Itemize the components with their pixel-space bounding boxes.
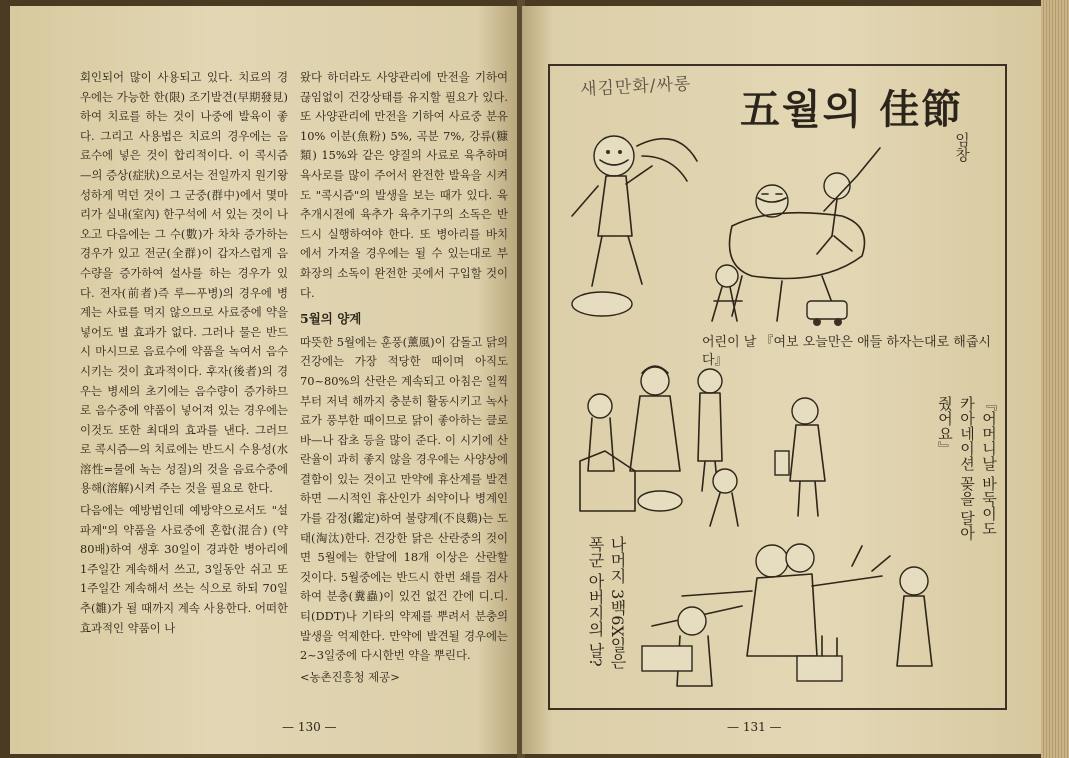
left-page bbox=[10, 6, 518, 754]
page-edges bbox=[1041, 0, 1069, 758]
paragraph: 따뜻한 5월에는 훈풍(薰風)이 감돌고 닭의 건강에는 가장 적당한 때이며 아직도 70~80%의 산란은 계속되고 아침은 일찍부터 저녁 해까지 충분히 활동시키고 녹사료가 풍부한 때이므로 닭이 좋아하는 클로바—나 잡초 등을 많이 준다. 이 시기에 산란율이 과히 좋지 않을 경우에는 사양상에 결함이 있는 것이고 만약에 휴산계를 발견하면 —시적인 휴산인가 쇠약이나 병계인가를 감정(鑑定)하여 불량계(不良鷄)는 도태(淘汰)한다. 건강한 닭은 산란중의 것이면 5월에는 한달에 18개 이상은 산란할 것이다. 5월중에는 반드시 한번 쇄를 검사하여 분충(糞蟲)이 있건 없건 간에 디.디.티(DDT)나 기타의 약제를 뿌려서 분충의 발생을 억제한다. 만약에 발견될 경우에는 2~3일중에 다시한번 약을 뿌린다. bbox=[300, 334, 508, 663]
cartoon-caption-fathers-days: 나머지 3백6X일은 폭군 아버지의 날? bbox=[586, 536, 627, 669]
cartoon-title: 五월의 佳節 bbox=[740, 86, 964, 133]
childrens-day-illustration bbox=[562, 126, 942, 331]
cartoon-caption-mothers-day: 『어머니날 바둑이도 카아네이션 꽂을 달아줬어요』 bbox=[936, 396, 998, 541]
paragraph: 왔다 하더라도 사양관리에 만전을 기하여 끊임없이 건강상태를 유지할 필요가 있다. 또 사양관리에 만전을 기하여 사료중 분유 10% 이분(魚粉) 5%, 곡분 7%, 강류(糠類) 15%와 같은 양질의 사료로 육추하며 육사로를 많이 주어서 완전한 발육을 시켜도 "콕시즘"의 발생을 보는 때가 있다. 육추개시전에 육추가 육추기구의 소독은 반드시 실행하여야 한다. 또 병아리를 바치에서 가져올 경우에는 될 수 있는대로 부화장의 소독이 완전한 곳에서 구입할 것이다. bbox=[300, 70, 508, 300]
cartoon-author: 임창 bbox=[953, 132, 971, 162]
paragraph: 회인되어 많이 사용되고 있다. 치료의 경우에는 가능한 한(限) 조기발견(早期發見)하여 치료를 하는 것이 나중에 발육이 좋다. 그리고 사용법은 치료의 경우에는 음료수에 넣은 것이 합리적이다. 이 콕시즘—의 증상(症狀)으로서는 전일까지 원기왕성하게 먹던 것이 그 군중(群中)에서 몇마리가 실내(室內) 한구석에 서 있는 것이 나오고 다음에는 그 수(數)가 차차 증가하는 경우가 있고 전군(全群)이 갑자스럽게 음수량을 증가하여 설사를 하는 경우가 있다. 전자(前者)즉 루—푸병)의 경우에 병계는 사료를 먹지 않으므로 사료중에 약을 넣어도 별 효과가 없다. 그러나 물은 반드시 마시므로 음료수에 약품을 녹여서 음수시키는 것이 효과적이다. 후자(後者)의 경우는 병세의 초기에는 음수량이 증가하므로 음수중에 약품이 넣어져 있는 경우에는 이것도 또한 최대의 효과를 낸다. 그러므로 콕시즘—의 치료에는 반드시 수용성(水溶性=물에 녹는 성질)의 것을 음료수중에 용해(溶解)시켜 주는 것을 필요로 한다. bbox=[80, 70, 288, 496]
text-column-2 bbox=[300, 68, 508, 687]
paragraph: 다음에는 예방법인데 예방약으로서도 "설파계"의 약품을 사료중에 혼합(混合) (약80배)하여 생후 30일이 경과한 병아리에 1주일간 계속해서 쓰고, 3일동안 쉬고 또 1주일간 계속해서 쓰는 식으로 하되 70일 추(雛)가 될 때까지 계속 사용한다. 어떠한 효과적인 약품이 나 bbox=[80, 503, 288, 635]
text-column-1 bbox=[80, 68, 288, 638]
page-number: — 131 — bbox=[727, 720, 782, 734]
credit-line: <농촌진흥청 제공> bbox=[300, 669, 400, 684]
series-label: 새김만화/싸롱 bbox=[579, 74, 692, 100]
right-page bbox=[522, 6, 1042, 754]
page-number: — 130 — bbox=[282, 720, 337, 734]
mothers-day-illustration bbox=[560, 351, 930, 531]
fathers-days-illustration bbox=[622, 526, 952, 696]
section-heading: 5월의 양계 bbox=[300, 311, 362, 327]
cartoon-caption-childrens-day: 어린이 날 『여보 오늘만은 애들 하자는대로 해줍시다』 bbox=[702, 335, 991, 368]
